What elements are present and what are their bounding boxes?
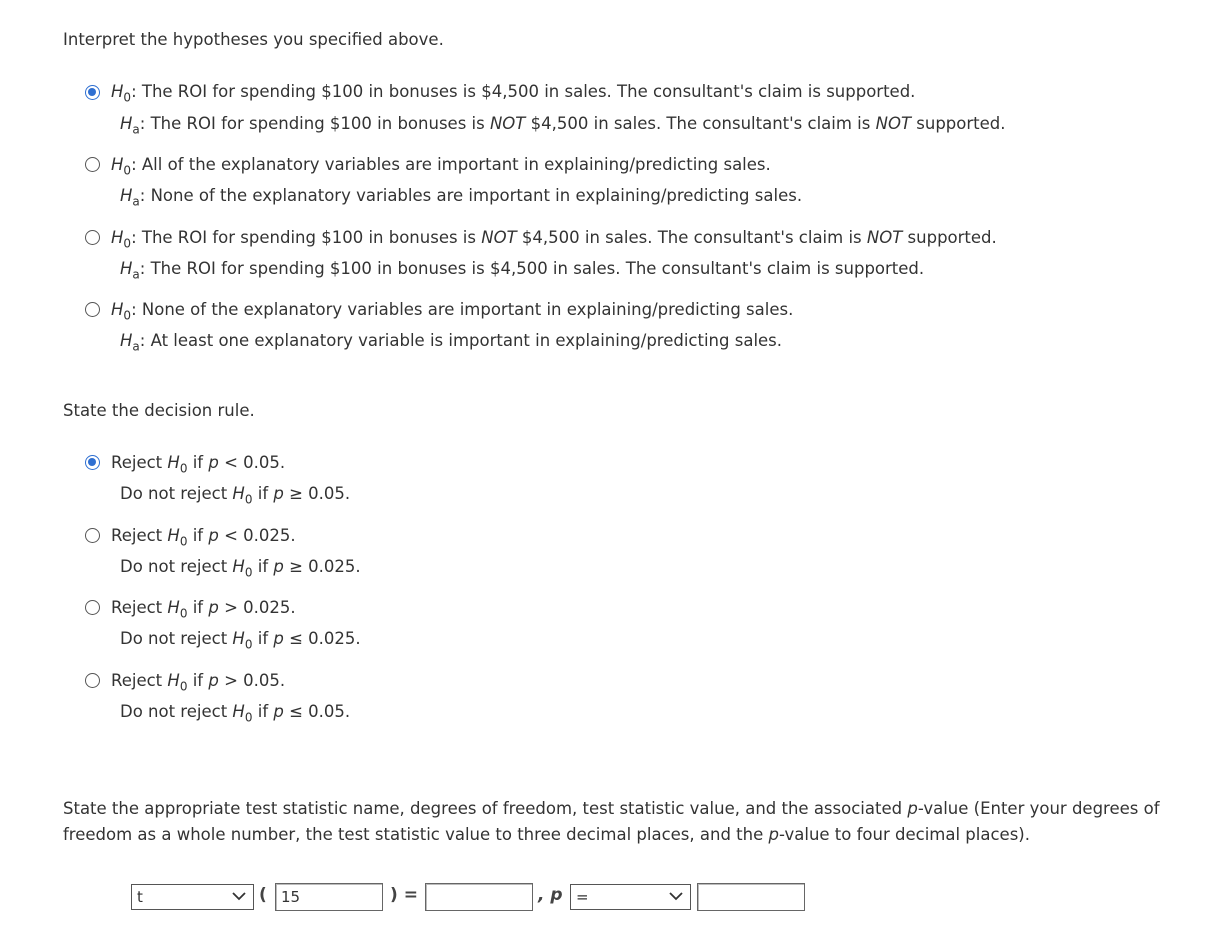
hypothesis-option-4-h0: $H_0$: None of the explanatory variables are important in explaining/predicting sales. xyxy=(111,300,794,323)
hypothesis-option-4-ha: $H_a$: At least one explanatory variable is important in explaining/predicting sales. xyxy=(120,331,783,354)
p-value-input[interactable] xyxy=(697,883,805,911)
test-statistic-value-input[interactable] xyxy=(425,883,533,911)
hypothesis-option-3-ha: $H_a$: The ROI for spending $100 in bonuses is $4,500 in sales. The consultant's claim is supported. xyxy=(120,259,925,282)
decision-option-4-radio[interactable] xyxy=(85,673,100,688)
hypothesis-option-3-h0: $H_0$: The ROI for spending $100 in bonuses is NOT $4,500 in sales. The consultant's claim is NOT supported. xyxy=(111,228,997,251)
decision-option-4-reject: Reject $H_0$ if p > 0.05. xyxy=(111,671,286,694)
decision-option-1-radio[interactable] xyxy=(85,455,100,470)
decision-option-2-reject: Reject $H_0$ if p < 0.025. xyxy=(111,526,296,549)
hypothesis-option-2-radio[interactable] xyxy=(85,157,100,172)
test-statistic-select-value: t xyxy=(137,888,143,906)
decision-option-2-radio[interactable] xyxy=(85,528,100,543)
hypothesis-option-3-radio[interactable] xyxy=(85,230,100,245)
decision-rule-prompt: State the decision rule. xyxy=(63,401,255,420)
test-statistic-select[interactable] xyxy=(131,884,254,910)
decision-option-3-radio[interactable] xyxy=(85,600,100,615)
hypothesis-option-1-h0: $H_0$: The ROI for spending $100 in bonuses is $4,500 in sales. The consultant's claim is supported. xyxy=(111,82,916,105)
close-paren-equals: ) = xyxy=(390,885,418,905)
hypothesis-option-4-radio[interactable] xyxy=(85,302,100,317)
decision-option-2-not-reject: Do not reject $H_0$ if p ≥ 0.025. xyxy=(120,557,361,580)
p-operator-select-value: = xyxy=(576,888,589,906)
open-paren: ( xyxy=(259,885,267,905)
hypothesis-option-1-radio[interactable] xyxy=(85,85,100,100)
p-label: , p xyxy=(538,885,563,905)
decision-option-1-reject: Reject $H_0$ if p < 0.05. xyxy=(111,453,286,476)
decision-option-3-not-reject: Do not reject $H_0$ if p ≤ 0.025. xyxy=(120,629,361,652)
hypothesis-option-2-ha: $H_a$: None of the explanatory variables are important in explaining/predicting sales. xyxy=(120,186,803,209)
hypothesis-option-1-ha: $H_a$: The ROI for spending $100 in bonuses is NOT $4,500 in sales. The consultant's claim is NOT supported. xyxy=(120,114,1006,137)
decision-option-1-not-reject: Do not reject $H_0$ if p ≥ 0.05. xyxy=(120,484,351,507)
p-operator-select[interactable] xyxy=(570,884,691,910)
chevron-down-icon xyxy=(668,888,684,904)
hypothesis-option-2-h0: $H_0$: All of the explanatory variables are important in explaining/predicting sales. xyxy=(111,155,771,178)
decision-option-4-not-reject: Do not reject $H_0$ if p ≤ 0.05. xyxy=(120,702,351,725)
hypotheses-prompt: Interpret the hypotheses you specified above. xyxy=(63,30,444,49)
chevron-down-icon xyxy=(231,888,247,904)
degrees-of-freedom-input[interactable]: 15 xyxy=(275,883,383,911)
test-statistic-prompt: State the appropriate test statistic name, degrees of freedom, test statistic value, and the associated p-value (Enter your degrees of freedom as a whole number, the test statistic value to three decimal places, and the p-value to four decimal places). xyxy=(63,799,1160,844)
decision-option-3-reject: Reject $H_0$ if p > 0.025. xyxy=(111,598,296,621)
